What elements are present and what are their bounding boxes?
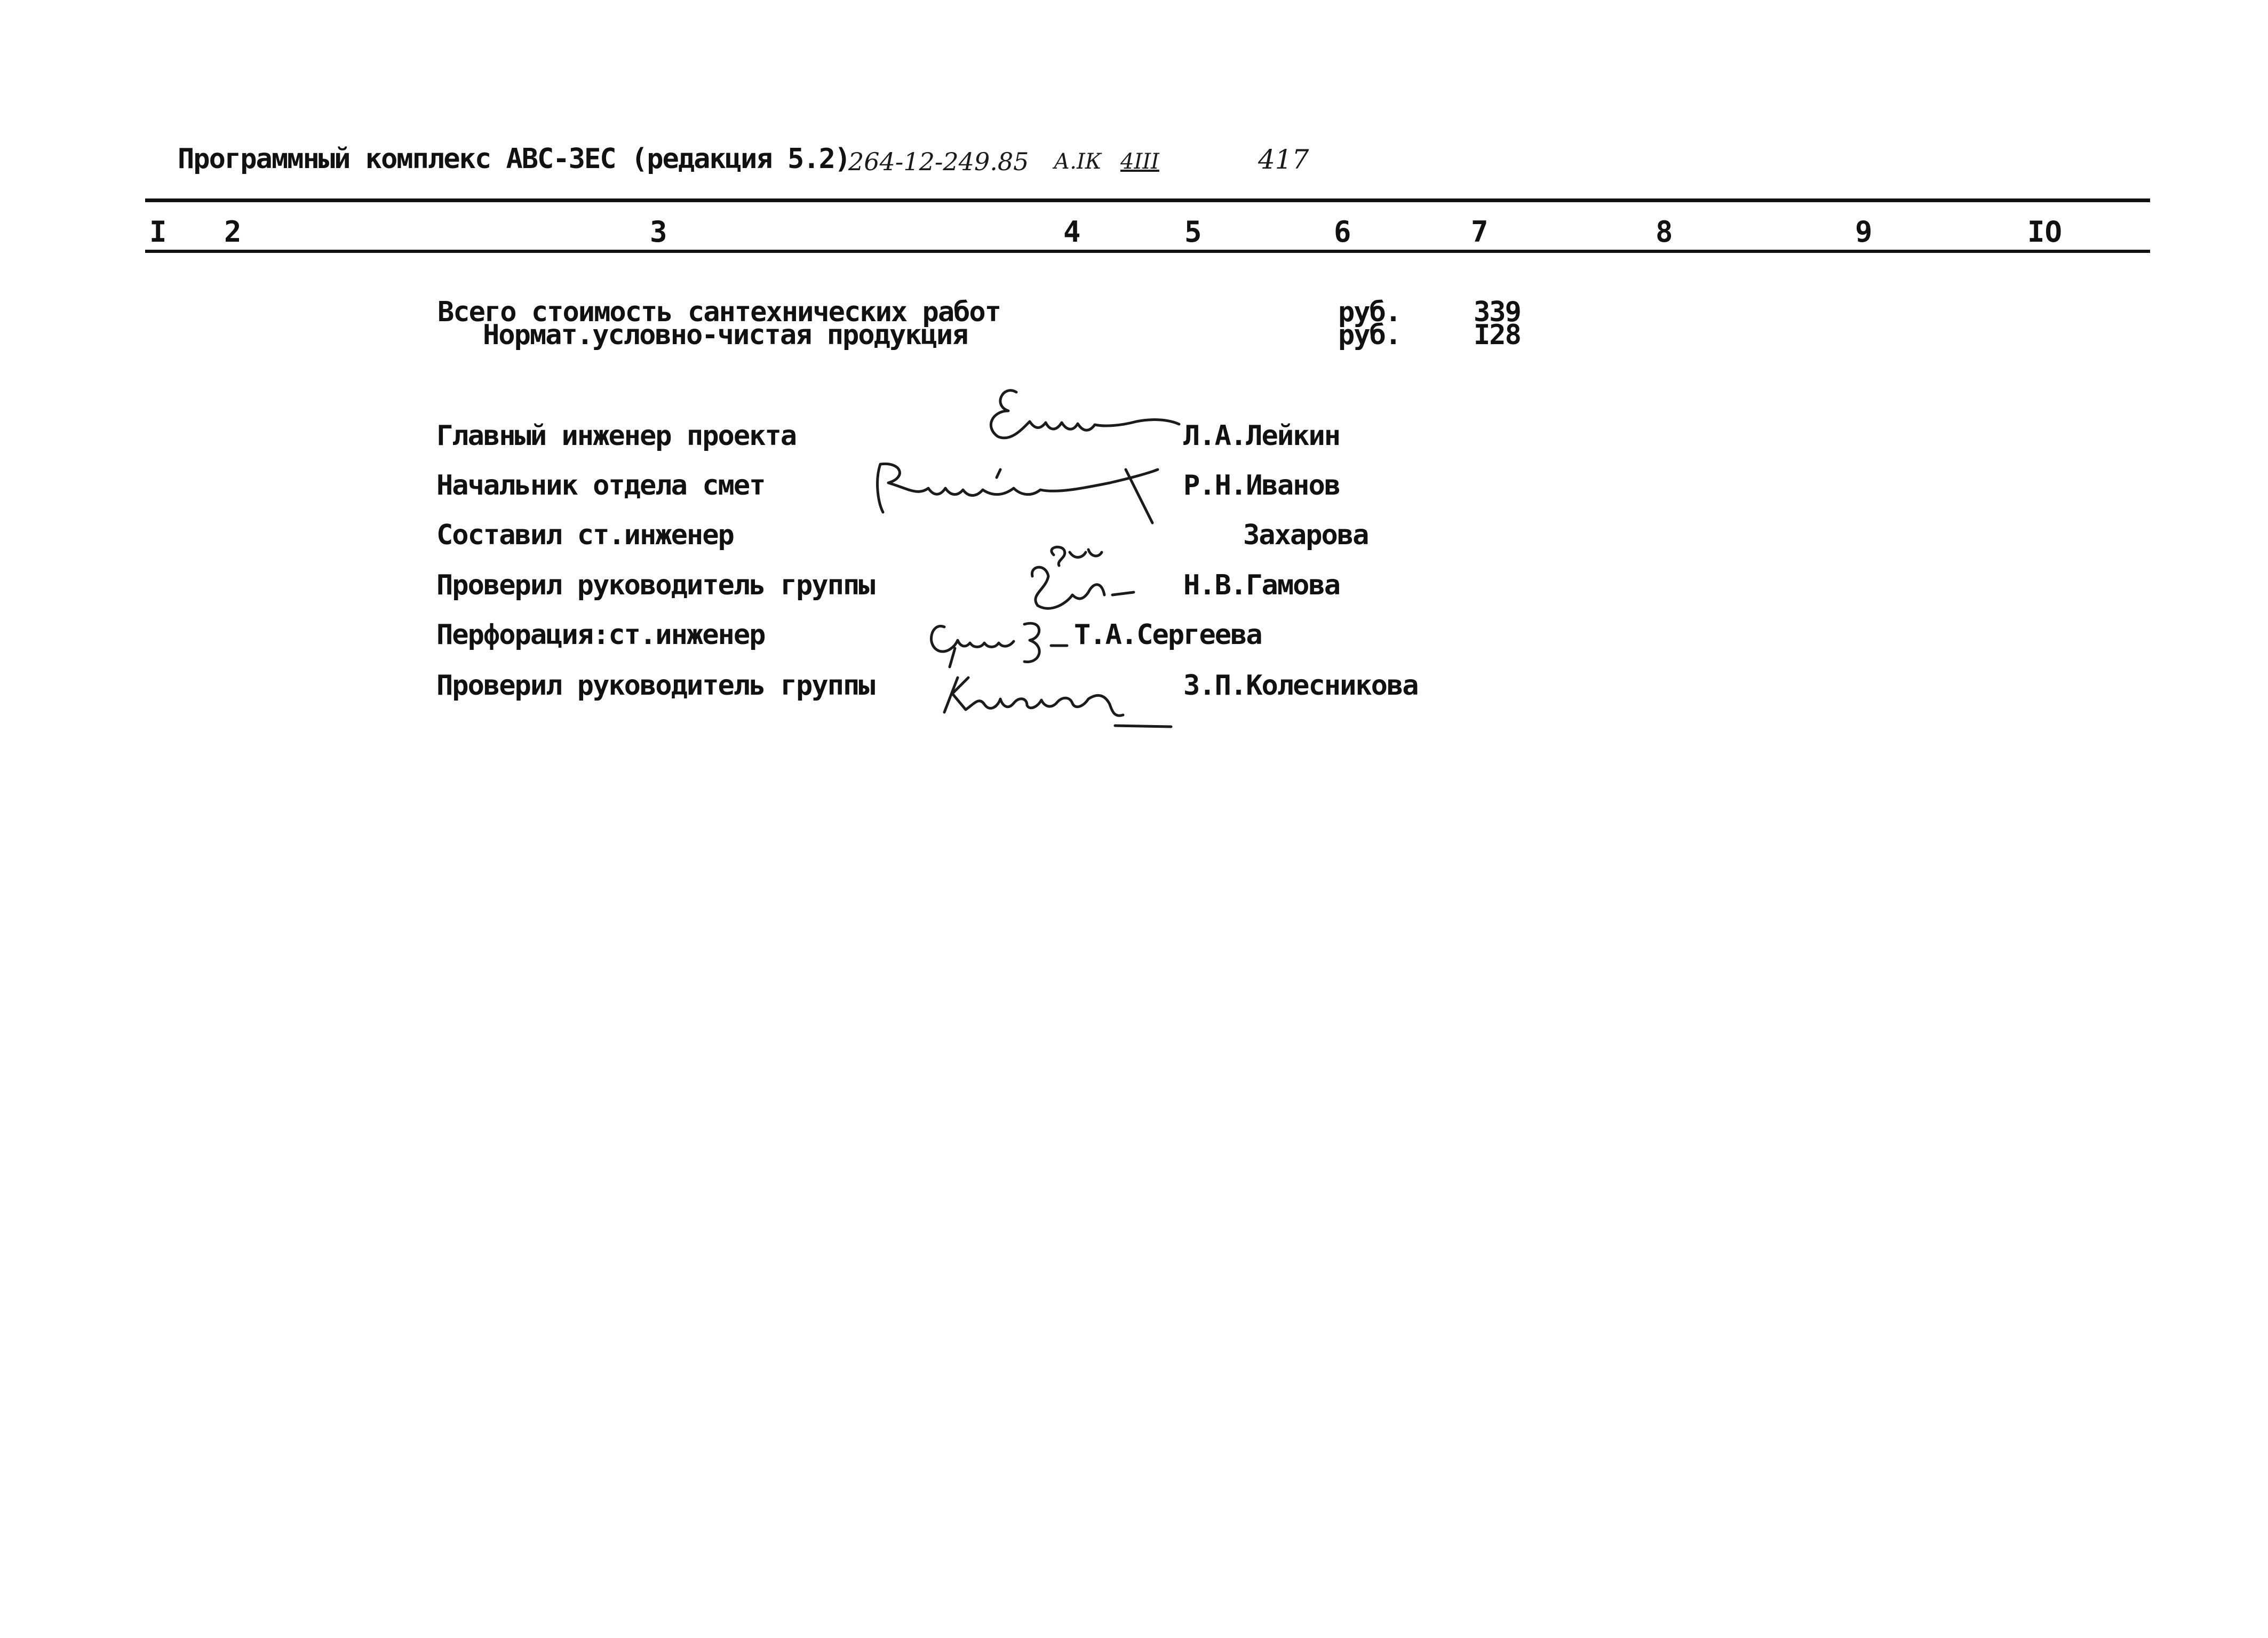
column-number-9: 9 bbox=[1855, 215, 1873, 249]
column-number-8: 8 bbox=[1656, 215, 1673, 249]
signature-name-zakharova: Захарова bbox=[1243, 519, 1368, 551]
total-cost-unit: руб. bbox=[1338, 296, 1401, 328]
album-code: А.IК bbox=[1054, 149, 1102, 174]
signature-role-checker: Проверил руководитель группы bbox=[436, 569, 874, 601]
net-product-label: Нормат.условно-чистая продукция bbox=[483, 319, 968, 351]
signature-role-compiler: Составил ст.инженер bbox=[436, 519, 734, 551]
signature-name-leikin: Л.А.Лейкин bbox=[1183, 420, 1340, 452]
signature-name-kolesnikova: З.П.Колесникова bbox=[1183, 670, 1418, 702]
signature-sergeeva bbox=[932, 623, 1067, 667]
signature-name-gamova: Н.В.Гамова bbox=[1183, 569, 1340, 601]
page-number: 417 bbox=[1258, 144, 1309, 175]
column-number-7: 7 bbox=[1471, 215, 1489, 249]
signature-gamova bbox=[1032, 547, 1134, 608]
total-cost-label: Всего стоимость сантехнических работ bbox=[437, 296, 1001, 328]
program-title: Программный комплекс АВС-3ЕС (редакция 5.2) bbox=[178, 143, 850, 175]
signature-kolesnikova bbox=[944, 678, 1171, 727]
volume-code: 4III bbox=[1120, 149, 1159, 174]
document-code: 264-12-249.85 bbox=[848, 147, 1029, 176]
total-cost-value: 339 bbox=[1474, 296, 1521, 328]
signature-name-sergeeva: Т.А.Сергеева bbox=[1074, 619, 1262, 651]
column-number-6: 6 bbox=[1334, 215, 1351, 249]
net-product-value: I28 bbox=[1474, 319, 1521, 351]
signature-leikin bbox=[991, 391, 1179, 438]
column-number-5: 5 bbox=[1184, 215, 1202, 249]
column-number-2: 2 bbox=[224, 215, 242, 249]
signature-role-checker-2: Проверил руководитель группы bbox=[436, 670, 874, 702]
column-number-10: IO bbox=[2027, 215, 2063, 249]
signature-role-perforation: Перфорация:ст.инженер bbox=[436, 619, 765, 651]
signature-name-ivanov: Р.Н.Иванов bbox=[1183, 470, 1340, 502]
net-product-unit: руб. bbox=[1338, 319, 1401, 351]
column-number-1: I bbox=[149, 215, 167, 249]
signature-role-chief-engineer: Главный инженер проекта bbox=[436, 420, 797, 452]
column-number-4: 4 bbox=[1063, 215, 1081, 249]
signature-role-estimates-head: Начальник отдела смет bbox=[436, 470, 765, 502]
column-number-3: 3 bbox=[650, 215, 667, 249]
signature-ivanov bbox=[878, 464, 1158, 523]
